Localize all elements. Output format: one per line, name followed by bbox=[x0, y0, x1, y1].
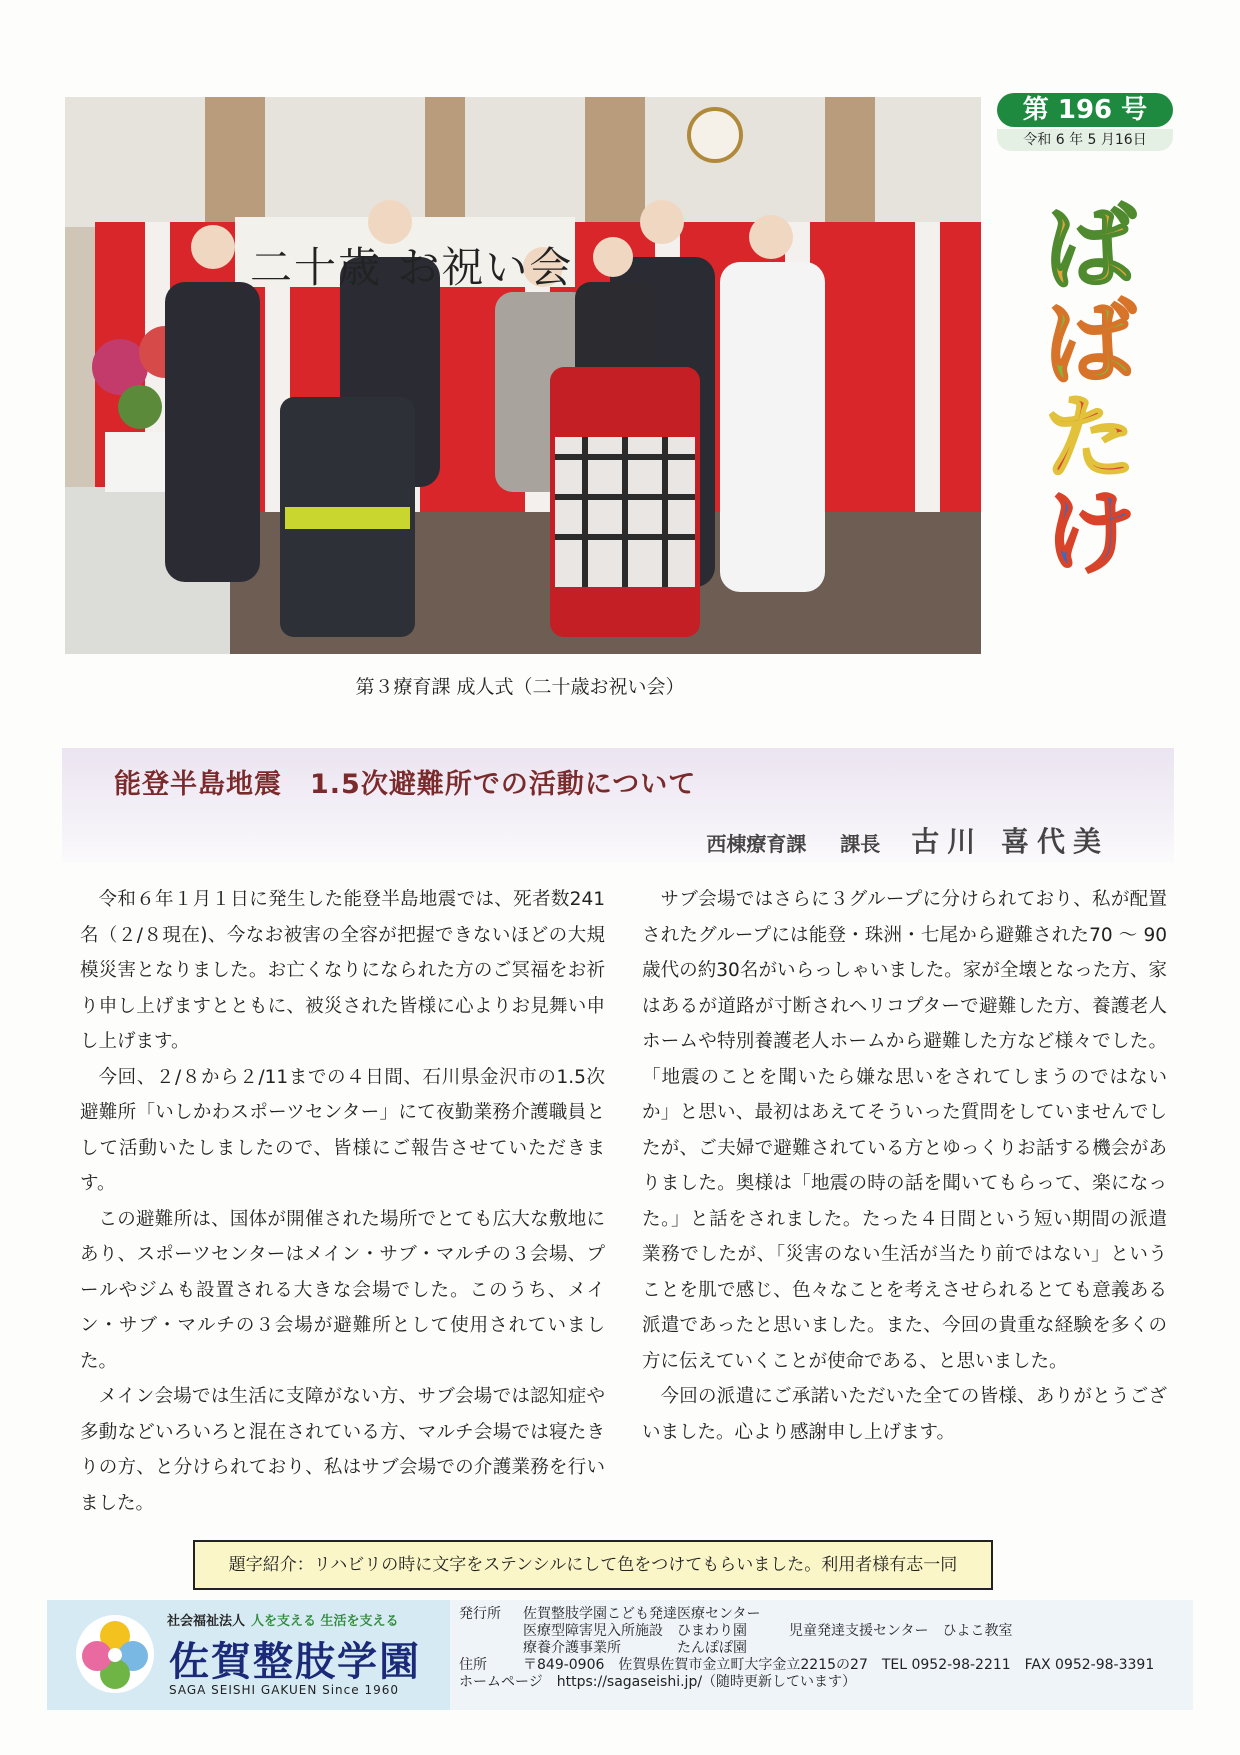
svg-text:け: け bbox=[1043, 480, 1137, 587]
clover-logo-icon bbox=[75, 1614, 155, 1694]
publisher-label: 発行所 bbox=[459, 1606, 501, 1622]
paragraph: 今回、２/８から２/11までの４日間、石川県金沢市の1.5次避難所「いしかわスポーツセンター」にて夜勤業務介護職員として活動いたしましたので、皆様にご報告させていただきます。 bbox=[80, 1066, 605, 1194]
paragraph: 今回の派遣にご承諾いただいた全ての皆様、ありがとうございました。心より感謝申し上げます。 bbox=[642, 1386, 1167, 1443]
byline-author: 古川 喜代美 bbox=[911, 825, 1109, 858]
issue-date: 令和 6 年 5 月16日 bbox=[997, 129, 1173, 151]
org-type bbox=[167, 1610, 399, 1629]
footer-publisher-info bbox=[459, 1606, 1189, 1691]
facility-name: 児童発達支援センター ひよこ教室 bbox=[789, 1623, 1013, 1639]
org-slogan: 人を支える 生活を支える bbox=[251, 1614, 399, 1629]
paragraph: 令和６年１月１日に発生した能登半島地震では、死者数241名（２/８現在)、今なお被害の全容が把握できないほどの大規模災害となりました。お亡くなりになられた方のご冥福をお祈り申し上げますとともに、被災された皆様に心よりお見舞い申し上げます。 bbox=[80, 889, 605, 1052]
svg-text:ば: ば bbox=[1043, 290, 1137, 397]
article-column-right bbox=[642, 882, 1167, 1450]
paragraph: メイン会場では生活に支障がない方、サブ会場では認知症や多動などいろいろと混在されている方、マルチ会場では寝たきりの方、と分けられており、私はサブ会場での介護業務を行いました。 bbox=[80, 1386, 605, 1514]
issue-badge bbox=[997, 93, 1173, 153]
photo-illustration bbox=[65, 97, 981, 654]
article-header bbox=[62, 748, 1174, 863]
byline-role: 課長 bbox=[840, 832, 881, 856]
byline-department: 西棟療育課 bbox=[706, 832, 807, 856]
homepage-label: ホームページ bbox=[459, 1674, 543, 1690]
org-name: 佐賀整肢学園 bbox=[169, 1639, 421, 1685]
org-type-label: 社会福祉法人 bbox=[167, 1614, 246, 1629]
title-note: 題字紹介：リハビリの時に文字をステンシルにして色をつけてもらいました。利用者様有志一同 bbox=[193, 1540, 993, 1590]
masthead-title bbox=[1020, 195, 1160, 595]
issue-number: 第 196 号 bbox=[997, 93, 1173, 127]
org-english-name: SAGA SEISHI GAKUEN Since 1960 bbox=[169, 1683, 399, 1697]
address: 〒849-0906 佐賀県佐賀市金立町大字金立2215の27 TEL 0952-98-2211 FAX 0952-98-3391 bbox=[523, 1657, 1155, 1673]
svg-text:ば: ば bbox=[1043, 195, 1137, 302]
photo-caption: 第３療育課 成人式（二十歳お祝い会） bbox=[355, 676, 685, 698]
paragraph: サブ会場ではさらに３グループに分けられており、私が配置されたグループには能登・珠洲・七尾から避難された70 ～ 90歳代の約30名がいらっしゃいました。家が全壊となった方、家はあるが道路が寸断されヘリコプターで避難した方、養護老人ホームや特別養護老人ホームから避難した方など様々でした。「地震のことを聞いたら嫌な思いをされてしまうのではないか」と思い、最初はあえてそういった質問をしていませんでしたが、ご夫婦で避難されている方とゆっくりお話する機会がありました。奥様は「地震の時の話を聞いてもらって、楽になった。」と話をされました。たった４日間という短い期間の派遣業務でしたが、「災害のない生活が当たり前ではない」ということを肌で感じ、色々なことを考えさせられるとても意義ある派遣であったと思いました。また、今回の貴重な経験を多くの方に伝えていくことが使命である、と思いました。 bbox=[642, 889, 1167, 1372]
article-column-left bbox=[80, 882, 605, 1521]
svg-text:た: た bbox=[1043, 385, 1137, 492]
byline bbox=[706, 820, 1109, 860]
publisher-name: 佐賀整肢学園こども発達医療センター bbox=[523, 1606, 761, 1622]
event-photo bbox=[65, 97, 981, 654]
address-label: 住所 bbox=[459, 1657, 487, 1673]
masthead-logo-art bbox=[1020, 195, 1160, 595]
homepage-link[interactable]: https://sagaseishi.jp/（随時更新しています） bbox=[556, 1674, 857, 1690]
paragraph: この避難所は、国体が開催された場所でとても広大な敷地にあり、スポーツセンターはメイン・サブ・マルチの３会場、プールやジムも設置される大きな会場でした。このうち、メイン・サブ・マルチの３会場が避難所として使用されていました。 bbox=[80, 1208, 605, 1372]
facility-name: 医療型障害児入所施設 ひまわり園 bbox=[523, 1623, 747, 1639]
article-title: 能登半島地震 1.5次避難所での活動について bbox=[114, 769, 697, 800]
facility-name: 療養介護事業所 たんぽぽ園 bbox=[523, 1640, 747, 1656]
banner-text: 二十歳 お祝い会 bbox=[250, 243, 574, 292]
footer-org-block bbox=[47, 1600, 450, 1710]
footer bbox=[47, 1600, 1193, 1710]
